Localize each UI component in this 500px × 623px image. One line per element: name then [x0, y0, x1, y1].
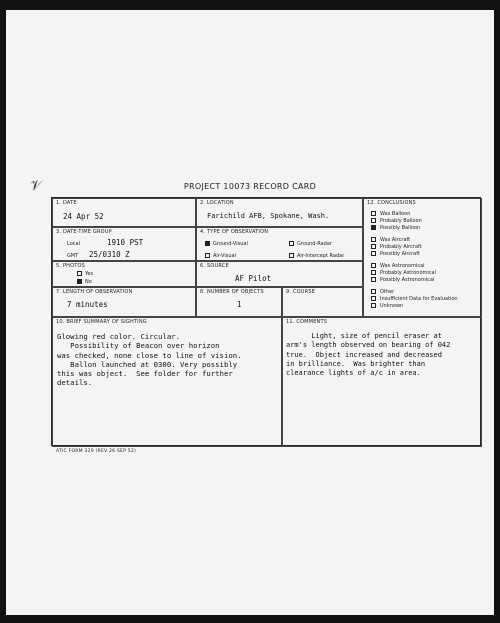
local-time-value: 1910 PST — [107, 238, 144, 247]
checkbox-icon — [371, 218, 376, 223]
course-label: 9. COURSE — [286, 289, 316, 295]
obs-option-ground-visual: Ground-Visual — [205, 241, 248, 247]
checkbox-icon — [77, 279, 82, 284]
source-cell — [196, 261, 363, 287]
photos-cell — [52, 261, 196, 287]
conclusion-item: Probably Aircraft — [371, 244, 422, 250]
datetime-label: 3. DATE-TIME GROUP — [56, 229, 112, 235]
date-label: 1. DATE — [56, 200, 77, 206]
objects-cell — [196, 287, 282, 317]
comments-text: Light, size of pencil eraser at arm's length observed on bearing of 042 true. Object increased and decreased in brilliance. Was brighter than clearance lights of a/c in area. — [286, 332, 451, 378]
objects-label: 8. NUMBER OF OBJECTS — [200, 289, 264, 295]
checkbox-icon — [77, 271, 82, 276]
datetime-cell — [52, 227, 196, 261]
local-label: Local — [67, 241, 80, 247]
length-cell — [52, 287, 196, 317]
checkbox-icon — [371, 289, 376, 294]
checkbox-icon — [371, 277, 376, 282]
course-cell — [282, 287, 363, 317]
comments-cell — [282, 317, 482, 447]
gmt-time-value: 25/0310 Z — [89, 250, 130, 259]
obs-option-ground-radar: Ground-Radar — [289, 241, 332, 247]
location-value: Farichild AFB, Spokane, Wash. — [207, 212, 330, 220]
observation-type-label: 4. TYPE OF OBSERVATION — [200, 229, 269, 235]
conclusion-item: Probably Balloon — [371, 218, 422, 224]
date-value: 24 Apr 52 — [63, 212, 104, 221]
source-value: AF Pilot — [235, 274, 272, 283]
comments-label: 11. COMMENTS — [286, 319, 328, 325]
checkbox-icon — [371, 225, 376, 230]
scan-border-right — [494, 0, 500, 623]
conclusion-item: Unknown — [371, 303, 403, 309]
checkbox-icon — [371, 237, 376, 242]
conclusions-cell — [363, 198, 482, 317]
conclusion-item: Possibly Aircraft — [371, 251, 420, 257]
checkbox-icon — [371, 303, 376, 308]
date-cell — [52, 198, 196, 227]
scan-border-left — [0, 0, 6, 623]
conclusion-item: Possibly Balloon — [371, 225, 420, 231]
obs-option-air-intercept-radar: Air-Intercept Radar — [289, 253, 344, 259]
margin-check-mark: 𝒱 — [30, 178, 42, 194]
checkbox-icon — [289, 253, 294, 258]
photos-no: No — [77, 279, 92, 285]
location-cell — [196, 198, 363, 227]
checkbox-icon — [371, 296, 376, 301]
conclusion-item: Probably Astronomical — [371, 270, 436, 276]
checkbox-icon — [371, 270, 376, 275]
record-card — [51, 197, 481, 446]
photos-label: 5. PHOTOS — [56, 263, 86, 269]
checkbox-icon — [371, 263, 376, 268]
page-title: PROJECT 10073 RECORD CARD — [183, 182, 317, 191]
conclusion-item: Possibly Astronomical — [371, 277, 434, 283]
checkbox-icon — [371, 244, 376, 249]
length-label: 7. LENGTH OF OBSERVATION — [56, 289, 133, 295]
obs-option-air-visual: Air-Visual — [205, 253, 236, 259]
scan-border-bottom — [0, 615, 500, 623]
form-number: ATIC FORM 329 (REV 26 SEP 52) — [56, 449, 136, 454]
summary-text: Glowing red color. Circular. Possibility of Beacon over horizon was checked, none close to line of vision. Ballon launched at 0300. Very possibly this was object. See folder for further details. — [57, 332, 242, 388]
conclusions-label: 12. CONCLUSIONS — [367, 200, 416, 206]
conclusion-item: Was Aircraft — [371, 237, 410, 243]
location-label: 2. LOCATION — [200, 200, 234, 206]
checkbox-icon — [371, 211, 376, 216]
observation-type-cell — [196, 227, 363, 261]
checkbox-icon — [289, 241, 294, 246]
conclusion-item: Other — [371, 289, 394, 295]
conclusion-item: Was Astronomical — [371, 263, 425, 269]
conclusion-item: Insufficient Data for Evaluation — [371, 296, 458, 302]
source-label: 6. SOURCE — [200, 263, 229, 269]
photos-yes: Yes — [77, 271, 93, 277]
summary-cell — [52, 317, 282, 447]
conclusion-item: Was Balloon — [371, 211, 410, 217]
objects-value: 1 — [237, 300, 242, 309]
gmt-label: GMT — [67, 253, 79, 259]
checkbox-icon — [205, 241, 210, 246]
checkbox-icon — [371, 251, 376, 256]
scan-border-top — [0, 0, 500, 10]
summary-label: 10. BRIEF SUMMARY OF SIGHTING — [56, 319, 147, 325]
checkbox-icon — [205, 253, 210, 258]
length-value: 7 minutes — [67, 300, 108, 309]
